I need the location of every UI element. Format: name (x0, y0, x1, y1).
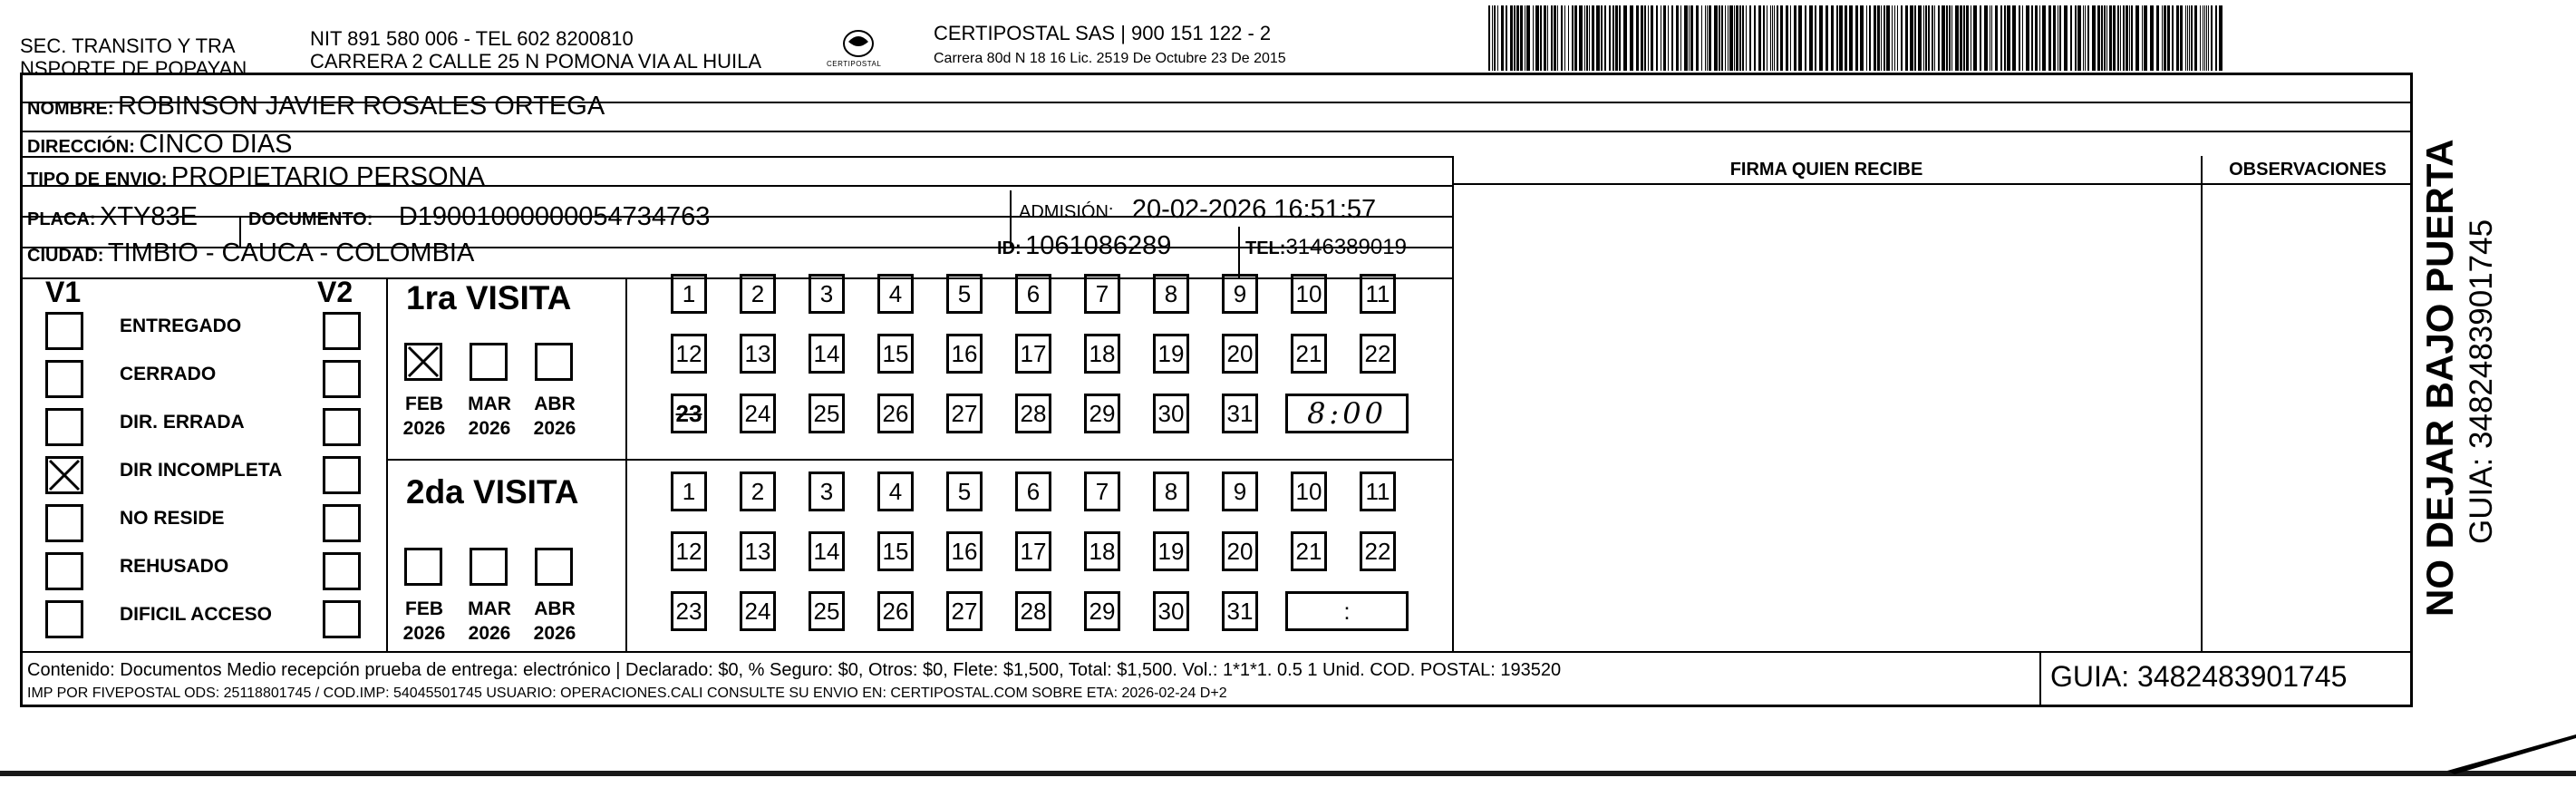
month-year: 2026 (533, 418, 576, 439)
day-box[interactable]: 14 (809, 334, 845, 374)
month-checkbox[interactable] (404, 343, 442, 381)
day-box[interactable]: 30 (1153, 591, 1189, 631)
day-box[interactable]: 12 (671, 334, 707, 374)
v2-checkbox[interactable] (323, 312, 361, 350)
day-box[interactable]: 10 (1291, 274, 1327, 314)
day-box[interactable]: 4 (877, 472, 914, 511)
day-box[interactable]: 2 (740, 472, 776, 511)
month-label (526, 392, 584, 441)
day-box[interactable]: 21 (1291, 334, 1327, 374)
admision-row (1019, 194, 1376, 229)
day-box[interactable]: 15 (877, 334, 914, 374)
time-box[interactable]: 8:00 (1285, 394, 1409, 433)
day-box[interactable]: 19 (1153, 334, 1189, 374)
day-box[interactable]: 13 (740, 334, 776, 374)
nombre-row (27, 91, 605, 126)
tipo-label: TIPO DE ENVIO: (27, 170, 168, 190)
id-label: ID: (997, 238, 1022, 258)
reason-label: DIFICIL ACCESO (120, 604, 273, 625)
day-box[interactable]: 9 (1222, 472, 1258, 511)
day-box[interactable]: 12 (671, 531, 707, 571)
month-name: FEB (405, 598, 443, 619)
day-box[interactable]: 16 (946, 334, 983, 374)
day-box[interactable]: 23 (671, 394, 707, 433)
v1-checkbox[interactable] (45, 504, 83, 542)
month-name: MAR (468, 394, 511, 414)
month-name: ABR (534, 598, 576, 619)
day-box[interactable]: 6 (1015, 274, 1051, 314)
day-box[interactable]: 29 (1084, 394, 1120, 433)
tipo-envio-row (27, 161, 485, 197)
second-visit-title: 2da VISITA (406, 473, 579, 510)
placa-value: XTY83E (100, 202, 198, 231)
day-box[interactable]: 25 (809, 394, 845, 433)
month-year: 2026 (533, 623, 576, 644)
month-label (395, 597, 453, 646)
content-line: Contenido: Documentos Medio recepción prueba de entrega: electrónico | Declarado: $0, % Seguro: $0, Otros: $0, Flete: $1,500, Total: $1,500. Vol.: 1*1*1. 0.5 1 Unid. COD. POSTAL: 193520 (27, 660, 1562, 680)
month-label (460, 597, 518, 646)
day-box[interactable]: 16 (946, 531, 983, 571)
month-label (526, 597, 584, 646)
direccion-value: CINCO DIAS (139, 130, 293, 159)
company-line: CERTIPOSTAL SAS | 900 151 122 - 2 (934, 22, 1272, 44)
month-name: ABR (534, 394, 576, 414)
day-box[interactable]: 24 (740, 591, 776, 631)
ciudad-row (27, 238, 474, 273)
day-box[interactable]: 24 (740, 394, 776, 433)
day-box[interactable]: 25 (809, 591, 845, 631)
placa-row (27, 201, 198, 237)
month-checkbox[interactable] (535, 548, 573, 586)
day-box[interactable]: 20 (1222, 531, 1258, 571)
tel-row (1245, 232, 1407, 266)
tipo-value: PROPIETARIO PERSONA (170, 162, 485, 191)
nombre-label: NOMBRE: (27, 99, 114, 119)
day-box[interactable]: 22 (1360, 531, 1396, 571)
tel-label: TEL: (1245, 238, 1286, 258)
day-box[interactable]: 8 (1153, 472, 1189, 511)
day-box[interactable]: 9 (1222, 274, 1258, 314)
id-value: 1061086289 (1025, 231, 1172, 260)
reason-label: DIR INCOMPLETA (120, 460, 283, 481)
nit-line: NIT 891 580 006 - TEL 602 8200810 (310, 27, 634, 50)
nombre-value: ROBINSON JAVIER ROSALES ORTEGA (118, 92, 605, 121)
day-box[interactable]: 10 (1291, 472, 1327, 511)
day-box[interactable]: 7 (1084, 472, 1120, 511)
day-box[interactable]: 8 (1153, 274, 1189, 314)
month-name: MAR (468, 598, 511, 619)
reason-label: CERRADO (120, 364, 217, 384)
day-box[interactable]: 31 (1222, 591, 1258, 631)
day-box[interactable]: 14 (809, 531, 845, 571)
sender-contact (310, 27, 761, 73)
month-label (395, 392, 453, 441)
v1-checkbox[interactable] (45, 552, 83, 590)
day-box[interactable]: 21 (1291, 531, 1327, 571)
day-box[interactable]: 1 (671, 472, 707, 511)
certipostal-logo: CERTIPOSTAL (827, 24, 890, 74)
day-box[interactable]: 19 (1153, 531, 1189, 571)
admision-label: ADMISIÓN: (1019, 202, 1114, 222)
reason-label: ENTREGADO (120, 316, 242, 336)
sender-line-1: SEC. TRANSITO Y TRA (20, 34, 236, 57)
reason-label: DIR. ERRADA (120, 412, 245, 433)
footer-guia: GUIA: 3482483901745 (2050, 660, 2348, 693)
day-box[interactable]: 1 (671, 274, 707, 314)
day-box[interactable]: 3 (809, 274, 845, 314)
v2-checkbox[interactable] (323, 552, 361, 590)
v1-checkbox[interactable] (45, 600, 83, 638)
ciudad-value: TIMBIO - CAUCA - COLOMBIA (107, 238, 475, 267)
day-box[interactable]: 13 (740, 531, 776, 571)
month-label (460, 392, 518, 441)
id-row (997, 230, 1171, 266)
v1-label: V1 (45, 276, 82, 308)
day-box[interactable]: 18 (1084, 334, 1120, 374)
v1-checkbox[interactable] (45, 456, 83, 494)
address-line: CARRERA 2 CALLE 25 N POMONA VIA AL HUILA (310, 50, 762, 73)
day-box[interactable]: 31 (1222, 394, 1258, 433)
tel-value: 3146389019 (1285, 235, 1407, 259)
day-box[interactable]: 6 (1015, 472, 1051, 511)
day-box[interactable]: 3 (809, 472, 845, 511)
day-box[interactable]: 11 (1360, 472, 1396, 511)
v2-checkbox[interactable] (323, 600, 361, 638)
v2-checkbox[interactable] (323, 408, 361, 446)
reason-label: NO RESIDE (120, 508, 225, 529)
documento-row (248, 201, 710, 237)
day-box[interactable]: 17 (1015, 334, 1051, 374)
license-line: Carrera 80d N 18 16 Lic. 2519 De Octubre 23 De 2015 (934, 51, 1286, 66)
month-checkbox[interactable] (470, 343, 508, 381)
v1-checkbox[interactable] (45, 312, 83, 350)
documento-label: DOCUMENTO: (248, 209, 373, 229)
day-box[interactable]: 27 (946, 591, 983, 631)
scan-edge (0, 707, 2576, 807)
month-year: 2026 (468, 623, 511, 644)
observaciones-header: OBSERVACIONES (2229, 160, 2387, 180)
documento-value: D19001000000054734763 (398, 202, 711, 231)
day-box[interactable]: 28 (1015, 394, 1051, 433)
day-box[interactable]: 4 (877, 274, 914, 314)
day-box[interactable]: 27 (946, 394, 983, 433)
v2-label: V2 (317, 276, 353, 308)
day-box[interactable]: 22 (1360, 334, 1396, 374)
day-box[interactable]: 2 (740, 274, 776, 314)
ciudad-label: CIUDAD: (27, 246, 104, 266)
day-box[interactable]: 7 (1084, 274, 1120, 314)
month-year: 2026 (402, 418, 446, 439)
direccion-label: DIRECCIÓN: (27, 137, 135, 157)
day-box[interactable]: 28 (1015, 591, 1051, 631)
no-dejar-bajo-puerta: NO DEJAR BAJO PUERTA (2418, 139, 2461, 617)
admision-value: 20-02-2026 16:51:57 (1131, 195, 1377, 224)
month-checkbox[interactable] (470, 548, 508, 586)
day-box[interactable]: 26 (877, 591, 914, 631)
day-box[interactable]: 18 (1084, 531, 1120, 571)
day-box[interactable]: 20 (1222, 334, 1258, 374)
v1-checkbox[interactable] (45, 360, 83, 398)
month-checkbox[interactable] (404, 548, 442, 586)
first-visit-title: 1ra VISITA (406, 279, 572, 316)
barcode (1488, 5, 2230, 71)
day-box[interactable]: 29 (1084, 591, 1120, 631)
month-year: 2026 (402, 623, 446, 644)
day-box[interactable]: 5 (946, 274, 983, 314)
side-guia: GUIA: 3482483901745 (2464, 219, 2499, 544)
v2-checkbox[interactable] (323, 504, 361, 542)
v1-checkbox[interactable] (45, 408, 83, 446)
day-box[interactable]: 26 (877, 394, 914, 433)
day-box[interactable]: 5 (946, 472, 983, 511)
v2-checkbox[interactable] (323, 456, 361, 494)
reason-label: REHUSADO (120, 556, 229, 577)
day-box[interactable]: 17 (1015, 531, 1051, 571)
placa-label: PLACA: (27, 209, 96, 229)
v2-checkbox[interactable] (323, 360, 361, 398)
day-box[interactable]: 15 (877, 531, 914, 571)
firma-header: FIRMA QUIEN RECIBE (1729, 160, 1923, 180)
direccion-row (27, 129, 293, 164)
month-checkbox[interactable] (535, 343, 573, 381)
day-box[interactable]: 23 (671, 591, 707, 631)
month-name: FEB (405, 394, 443, 414)
day-box[interactable]: 30 (1153, 394, 1189, 433)
month-year: 2026 (468, 418, 511, 439)
sender-line-2: NSPORTE DE POPAYAN (20, 57, 247, 80)
imp-line: IMP POR FIVEPOSTAL ODS: 25118801745 / COD.IMP: 54045501745 USUARIO: OPERACIONES.CALI CONSULTE SU ENVIO EN: CERTIPOSTAL.COM SOBRE ETA: 2026-02-24 D+2 (27, 685, 1227, 701)
day-box[interactable]: 11 (1360, 274, 1396, 314)
time-box[interactable]: : (1285, 591, 1409, 631)
